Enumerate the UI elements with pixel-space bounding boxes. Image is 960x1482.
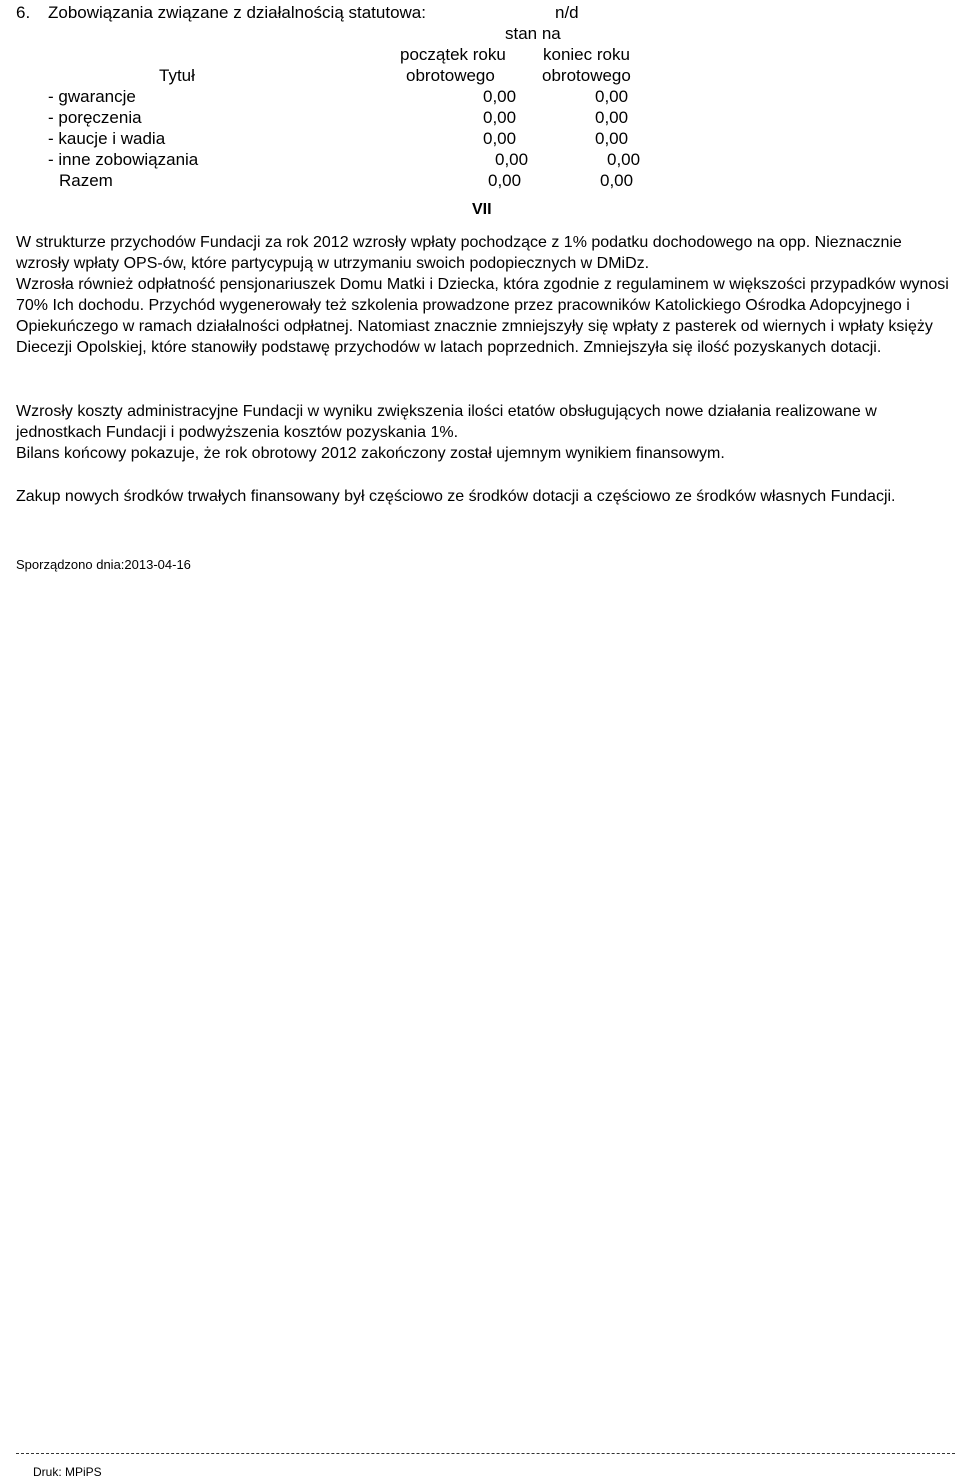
status-value: n/d bbox=[555, 3, 579, 22]
paragraph-revenue-structure: W strukturze przychodów Fundacji za rok 2012 wzrosły wpłaty pochodzące z 1% podatku dochodowego na opp. Nieznacznie wzrosły wpłaty OPS-ów, które partycypują w utrzymaniu swoich podopiecznych w DMiDz. bbox=[16, 234, 902, 272]
row-value-start: 0,00 bbox=[495, 150, 529, 169]
prepared-date: Sporządzono dnia:2013-04-16 bbox=[16, 557, 191, 572]
row-value-end: 0,00 bbox=[600, 171, 634, 190]
col-start-header-line2: obrotowego bbox=[406, 66, 495, 85]
row-value-end: 0,00 bbox=[595, 129, 629, 148]
footer-divider bbox=[16, 1453, 955, 1454]
row-label-poreczenia: - poręczenia bbox=[48, 108, 142, 127]
col-end-header-line2: obrotowego bbox=[542, 66, 631, 85]
paragraph-balance: Bilans końcowy pokazuje, że rok obrotowy 2012 zakończony został ujemnym wynikiem finansowym. bbox=[16, 445, 725, 462]
row-value-end: 0,00 bbox=[607, 150, 641, 169]
row-label-gwarancje: - gwarancje bbox=[48, 87, 136, 106]
row-value-start: 0,00 bbox=[483, 87, 517, 106]
row-value-start: 0,00 bbox=[488, 171, 522, 190]
row-value-end: 0,00 bbox=[595, 87, 629, 106]
section-title: Zobowiązania związane z działalnością statutowa: bbox=[48, 3, 426, 22]
row-value-start: 0,00 bbox=[483, 129, 517, 148]
row-value-start: 0,00 bbox=[483, 108, 517, 127]
row-label-kaucje: - kaucje i wadia bbox=[48, 129, 166, 148]
row-label-razem: Razem bbox=[59, 171, 113, 190]
section-numeral: VII bbox=[472, 201, 492, 218]
paragraph-fixed-assets: Zakup nowych środków trwałych finansowany był częściowo ze środków dotacji a częściowo ze środków własnych Fundacji. bbox=[16, 488, 896, 505]
paragraph-revenue-details: Wzrosła również odpłatność pensjonariuszek Domu Matki i Dziecka, która zgodnie z regulaminem w większości przypadków wynosi 70% Ich dochodu. Przychód wygenerowały też szkolenia prowadzone przez pracowników Katolickiego Ośrodka Adopcyjnego i Opiekuńczego w ramach działalności odpłatnej. Natomiast znacznie zmniejszyły się wpłaty z pasterek od wiernych i wpłaty księży Diecezji Opolskiej, które stanowiły podstawę przychodów w latach poprzednich. Zmniejszyła się ilość pozyskanych dotacji. bbox=[16, 276, 949, 356]
col-start-header-line1: początek roku bbox=[400, 45, 506, 64]
col-end-header-line1: koniec roku bbox=[543, 45, 630, 64]
section-number: 6. bbox=[16, 3, 31, 22]
footer-print-label: Druk: MPiPS bbox=[33, 1465, 102, 1479]
title-col-header: Tytuł bbox=[159, 66, 195, 85]
row-value-end: 0,00 bbox=[595, 108, 629, 127]
table-group-header: stan na bbox=[505, 24, 561, 43]
paragraph-admin-costs: Wzrosły koszty administracyjne Fundacji w wyniku zwiększenia ilości etatów obsługujących nowe działania realizowane w jednostkach Fundacji i podwyższenia kosztów pozyskania 1%. bbox=[16, 403, 877, 441]
row-label-inne: - inne zobowiązania bbox=[48, 150, 199, 169]
